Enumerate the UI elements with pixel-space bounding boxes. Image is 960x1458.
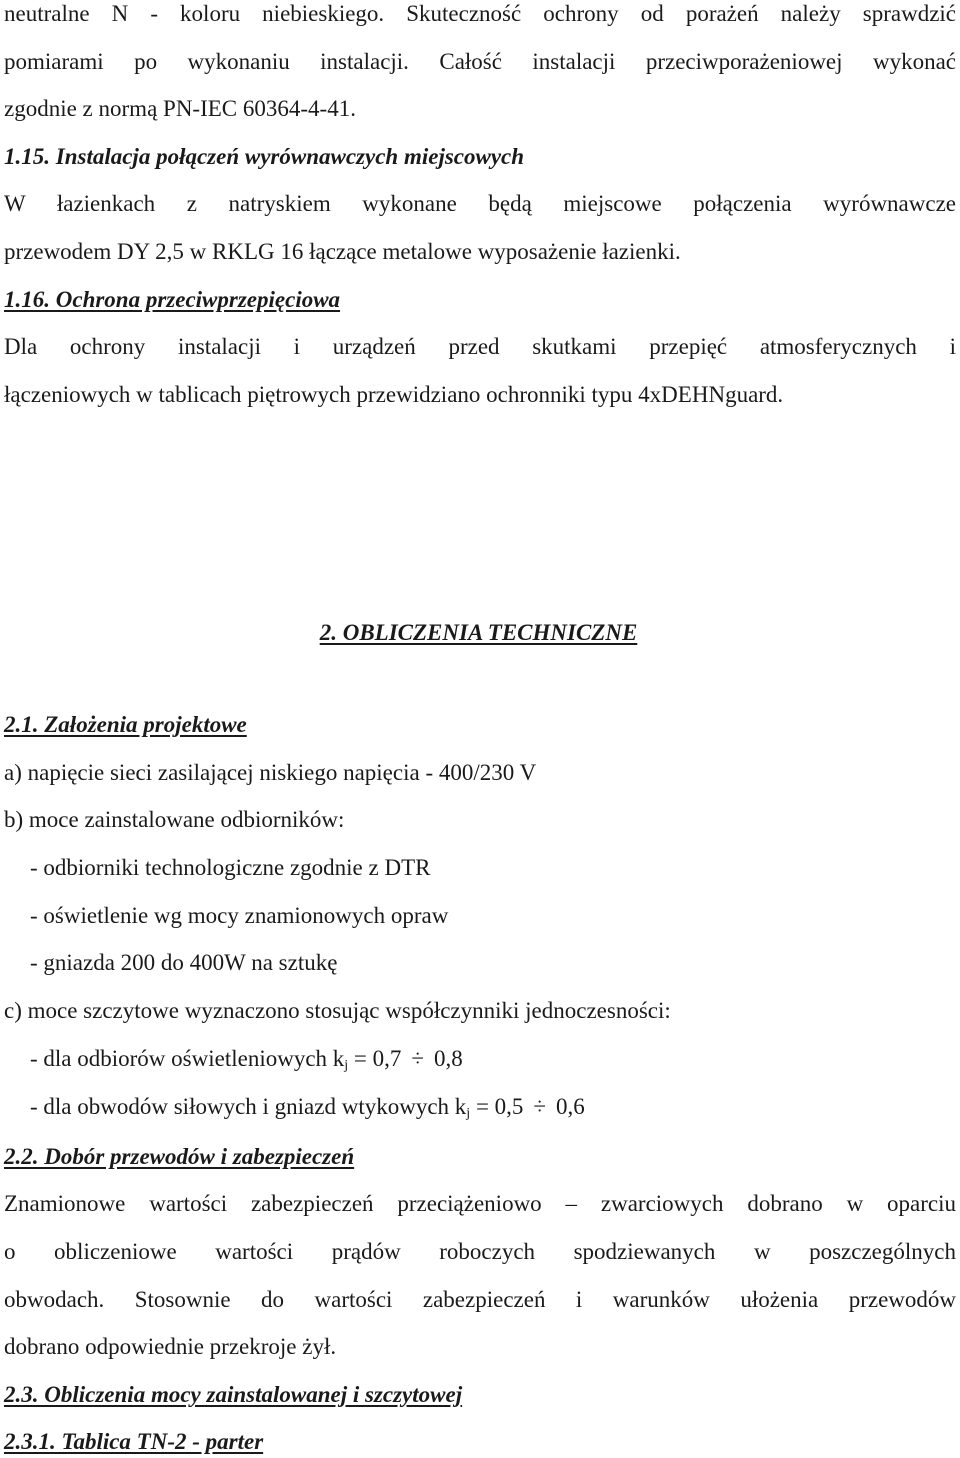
section-heading-2-3-1: 2.3.1. Tablica TN-2 - parter	[4, 1429, 264, 1454]
coefficient-line-power: - dla obwodów siłowych i gniazd wtykowych $k_j = 0,5 \div 0,6$	[30, 1094, 585, 1121]
paragraph-line: dobrano odpowiednie przekroje żył.	[4, 1334, 337, 1359]
section-heading-1-16: 1.16. Ochrona przeciwprzepięciowa	[4, 287, 341, 312]
list-item: - odbiorniki technologiczne zgodnie z DTR	[30, 855, 431, 880]
paragraph-line: Dla ochrony instalacji i urządzeń przed skutkami przepięć atmosferycznych i	[4, 334, 956, 359]
paragraph-line: neutralne N - koloru niebieskiego. Skuteczność ochrony od porażeń należy sprawdzić	[4, 1, 956, 26]
paragraph-line: zgodnie z normą PN-IEC 60364-4-41.	[4, 96, 356, 121]
list-item: b) moce zainstalowane odbiorników:	[4, 807, 345, 832]
paragraph-line: o obliczeniowe wartości prądów roboczych spodziewanych w poszczególnych	[4, 1239, 956, 1264]
paragraph-line: W łazienkach z natryskiem wykonane będą miejscowe połączenia wyrównawcze	[4, 191, 956, 216]
section-heading-2-3: 2.3. Obliczenia mocy zainstalowanej i szczytowej	[4, 1382, 463, 1407]
paragraph-line: pomiarami po wykonaniu instalacji. Całość instalacji przeciwporażeniowej wykonać	[4, 49, 956, 74]
paragraph-line: łączeniowych w tablicach piętrowych przewidziano ochronniki typu 4xDEHNguard.	[4, 382, 784, 407]
list-item: - oświetlenie wg mocy znamionowych opraw	[30, 903, 449, 928]
paragraph-line: Znamionowe wartości zabezpieczeń przeciążeniowo – zwarciowych dobrano w oparciu	[4, 1191, 956, 1216]
section-heading-1-15: 1.15. Instalacja połączeń wyrównawczych miejscowych	[4, 144, 525, 169]
paragraph-line: obwodach. Stosownie do wartości zabezpieczeń i warunków ułożenia przewodów	[4, 1287, 956, 1312]
list-item: a) napięcie sieci zasilającej niskiego napięcia - 400/230 V	[4, 760, 537, 785]
paragraph-line: przewodem DY 2,5 w RKLG 16 łączące metalowe wyposażenie łazienki.	[4, 239, 681, 264]
list-item: - gniazda 200 do 400W na sztukę	[30, 950, 338, 975]
chapter-heading-2: 2. OBLICZENIA TECHNICZNE	[319, 620, 638, 645]
division-sign: ÷	[411, 1046, 425, 1071]
division-sign: ÷	[533, 1094, 547, 1119]
list-item: c) moce szczytowe wyznaczono stosując współczynniki jednoczesności:	[4, 998, 671, 1023]
section-heading-2-2: 2.2. Dobór przewodów i zabezpieczeń	[4, 1144, 355, 1169]
section-heading-2-1: 2.1. Założenia projektowe	[4, 712, 247, 737]
coefficient-line-lighting: - dla odbiorów oświetleniowych $k_j = 0,7 \div 0,8$	[30, 1046, 463, 1073]
